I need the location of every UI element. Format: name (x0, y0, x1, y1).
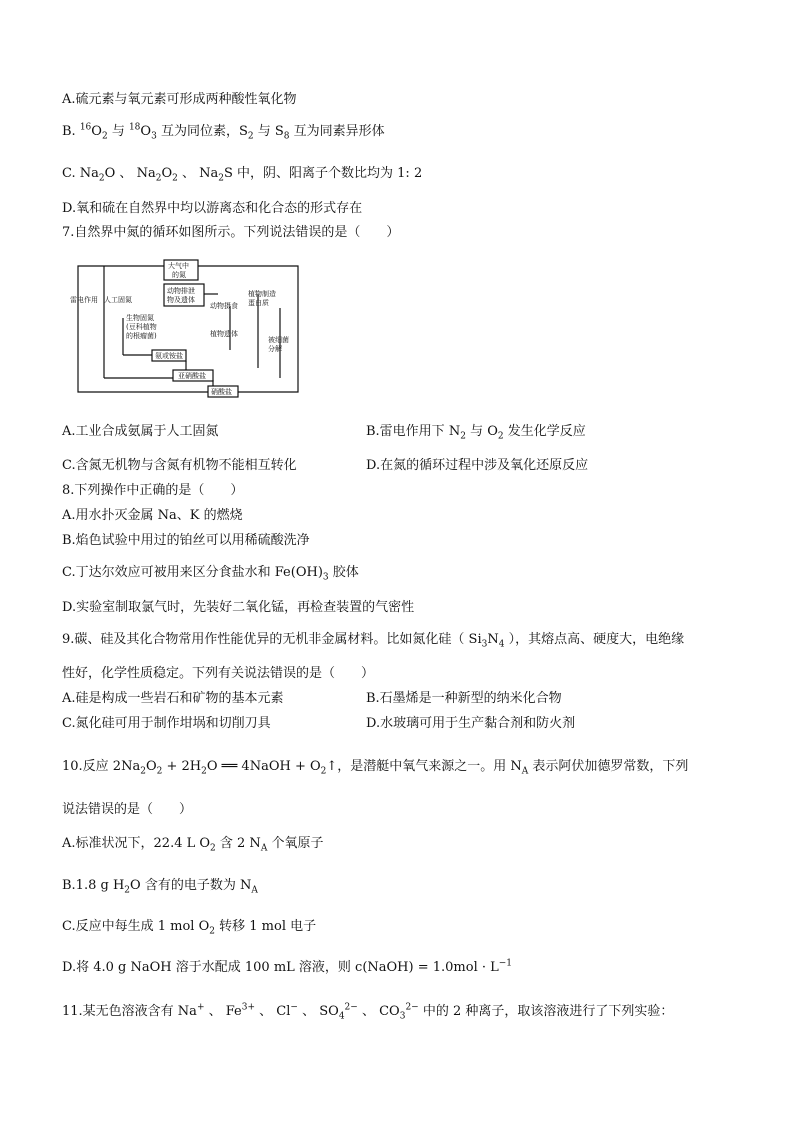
bio-fix-line2: (豆科植物 (126, 323, 157, 331)
nitrate-label: 硝酸盐 (211, 388, 232, 396)
lightning-label: 雷电作用 (70, 296, 98, 304)
q7-option-b (366, 424, 586, 440)
text: A.标准状况下，22.4 L O (62, 836, 211, 851)
text: S 中，阴、阳离子个数比均为 1: 2 (223, 166, 423, 181)
subscript: 2 (209, 926, 215, 937)
q8-option-d: D.实验室制取氯气时，先装好二氧化锰，再检查装置的气密性 (62, 600, 415, 615)
q8-stem: 8.下列操作中正确的是（ ） (62, 483, 244, 498)
q6-option-d: D.氧和硫在自然界中均以游离态和化合态的形式存在 (62, 201, 363, 216)
text: O 含有的电子数为 N (130, 878, 252, 893)
charge: − (290, 1002, 298, 1013)
text: C.反应中每生成 1 mol O (62, 919, 210, 934)
subscript: 3 (399, 1011, 406, 1022)
superscript: −1 (498, 958, 513, 969)
subscript: 2 (156, 766, 163, 777)
subscript: 2 (247, 131, 254, 142)
q7-stem: 7.自然界中氮的循环如图所示。下列说法错误的是（ ） (62, 225, 400, 240)
text: 中的 2 种离子，取该溶液进行了下列实验： (418, 1004, 674, 1019)
text: O ══ 4NaOH + O (206, 759, 321, 774)
text: 表示阿伏加德罗常数，下列 (528, 759, 689, 774)
text: N (487, 632, 499, 647)
artificial-fix-label: 人工固氮 (104, 296, 132, 304)
mass-number: 18 (128, 122, 141, 133)
text: B.1.8 g H (62, 878, 125, 893)
text: C. (62, 166, 80, 181)
q7-option-c: C.含氮无机物与含氮有机物不能相互转化 (62, 458, 297, 473)
q10-stem-line2: 说法错误的是（ ） (62, 802, 193, 817)
text: D.将 4.0 g NaOH 溶于水配成 100 mL 溶液，则 c(NaOH) = 1.0mol · L (62, 960, 499, 975)
q10-option-b (62, 878, 258, 894)
plant-protein-line1: 植物制造 (248, 290, 276, 298)
text: S (238, 124, 248, 139)
q7-option-a: A.工业合成氨属于人工固氮 (62, 424, 219, 439)
subscript: 2 (210, 843, 216, 854)
q10-option-d (62, 960, 512, 976)
text: 、 Cl (255, 1004, 291, 1019)
subscript: 3 (151, 131, 157, 142)
q9-option-c: C.氮化硅可用于制作坩埚和切削刀具 (62, 716, 271, 731)
q6-option-b (62, 124, 385, 140)
subscript: 2 (101, 131, 108, 142)
subscript: 2 (172, 173, 178, 184)
text: 、 Fe (204, 1004, 242, 1019)
bio-fix-line3: 的根瘤菌) (126, 332, 157, 340)
text: C.丁达尔效应可被用来区分食盐水和 Fe(OH) (62, 565, 323, 580)
charge: 3+ (241, 1002, 256, 1013)
subscript: 2 (124, 885, 131, 896)
text: O (140, 124, 152, 139)
subscript: 8 (283, 131, 290, 142)
q6-option-a: A.硫元素与氧元素可形成两种酸性氧化物 (62, 92, 297, 107)
q10-stem-line1 (62, 759, 688, 775)
text: Na (199, 166, 219, 181)
subscript: 2 (460, 431, 466, 442)
bacteria-line2: 分解 (268, 345, 282, 353)
air-n-line2: 的氮 (172, 271, 186, 279)
text: B.雷电作用下 N (366, 424, 461, 439)
text: 、 (177, 166, 200, 181)
q8-option-a: A.用水扑灭金属 Na、K 的燃烧 (62, 508, 243, 523)
air-n-line1: 大气中 (168, 262, 189, 270)
text: 与 (107, 124, 129, 139)
q10-option-a (62, 836, 323, 852)
q8-option-c (62, 565, 359, 581)
text: 转移 1 mol 电子 (215, 919, 317, 934)
text: 个氧原子 (267, 836, 324, 851)
animal-waste-line1: 动物排泄 (167, 287, 195, 295)
subscript: 3 (322, 572, 329, 583)
subscript: 2 (140, 766, 146, 777)
q9-stem-line2: 性好，化学性质稳定。下列有关说法错误的是（ ） (62, 666, 375, 681)
q8-option-b: B.焰色试验中用过的铂丝可以用稀硫酸洗净 (62, 533, 310, 548)
q10-option-c (62, 919, 316, 935)
text: 11.某无色溶液含有 Na (62, 1004, 197, 1019)
text: S (274, 124, 284, 139)
charge: 2− (405, 1002, 419, 1013)
subscript: 4 (498, 639, 505, 650)
subscript: 2 (98, 173, 105, 184)
subscript: A (251, 885, 258, 896)
text: 发生化学反应 (503, 424, 586, 439)
text: O (145, 759, 157, 774)
q9-option-b: B.石墨烯是一种新型的纳米化合物 (366, 691, 562, 706)
animal-eat-label: 动物摄食 (210, 302, 238, 310)
ammonium-label: 氨或铵盐 (155, 352, 183, 360)
animal-waste-line2: 物及遗体 (167, 296, 195, 304)
text: 、 SO (297, 1004, 339, 1019)
plant-protein-line2: 蛋白质 (248, 299, 269, 307)
text: + 2H (162, 759, 202, 774)
text: 、 CO (357, 1004, 400, 1019)
text: B. (62, 124, 80, 139)
text: ），其熔点高、硬度大，电绝缘 (504, 632, 685, 647)
text: 9.碳、硅及其化合物常用作性能优异的无机非金属材料。比如氮化硅（ Si (62, 632, 482, 647)
q9-option-d: D.水玻璃可用于生产黏合剂和防火剂 (366, 716, 576, 731)
q11-stem (62, 1004, 673, 1020)
mass-number: 16 (79, 122, 92, 133)
subscript: 2 (320, 766, 327, 777)
subscript: 2 (497, 431, 504, 442)
text: 与 O (465, 424, 498, 439)
subscript: 2 (218, 173, 224, 184)
nitrogen-cycle-diagram (68, 258, 310, 398)
text: 互为同位素， (156, 124, 239, 139)
q6-option-c (62, 166, 422, 182)
text: 与 (253, 124, 275, 139)
q7-option-d: D.在氮的循环过程中涉及氧化还原反应 (366, 458, 589, 473)
charge: 2− (344, 1002, 358, 1013)
subscript: 2 (155, 173, 162, 184)
text: Na (79, 166, 99, 181)
text: O (161, 166, 173, 181)
text: 胶体 (328, 565, 359, 580)
text: O 、 (104, 166, 137, 181)
bio-fix-line1: 生物固氮 (126, 314, 154, 322)
subscript: 3 (481, 639, 488, 650)
q9-stem-line1 (62, 632, 684, 648)
subscript: A (521, 766, 529, 777)
text: O (91, 124, 102, 139)
text: 互为同素异形体 (289, 124, 385, 139)
subscript: A (260, 843, 268, 854)
text: ↑，是潜艇中氧气来源之一。用 N (326, 759, 522, 774)
subscript: 4 (338, 1011, 345, 1022)
bacteria-line1: 被细菌 (268, 336, 289, 344)
subscript: 2 (201, 766, 207, 777)
text: Na (136, 166, 156, 181)
plant-remains-label: 植物遗体 (210, 330, 238, 338)
charge: + (196, 1002, 205, 1013)
q9-option-a: A.硅是构成一些岩石和矿物的基本元素 (62, 691, 284, 706)
nitrite-label: 亚硝酸盐 (178, 372, 206, 380)
text: 含 2 N (215, 836, 261, 851)
text: 10.反应 2Na (62, 759, 141, 774)
